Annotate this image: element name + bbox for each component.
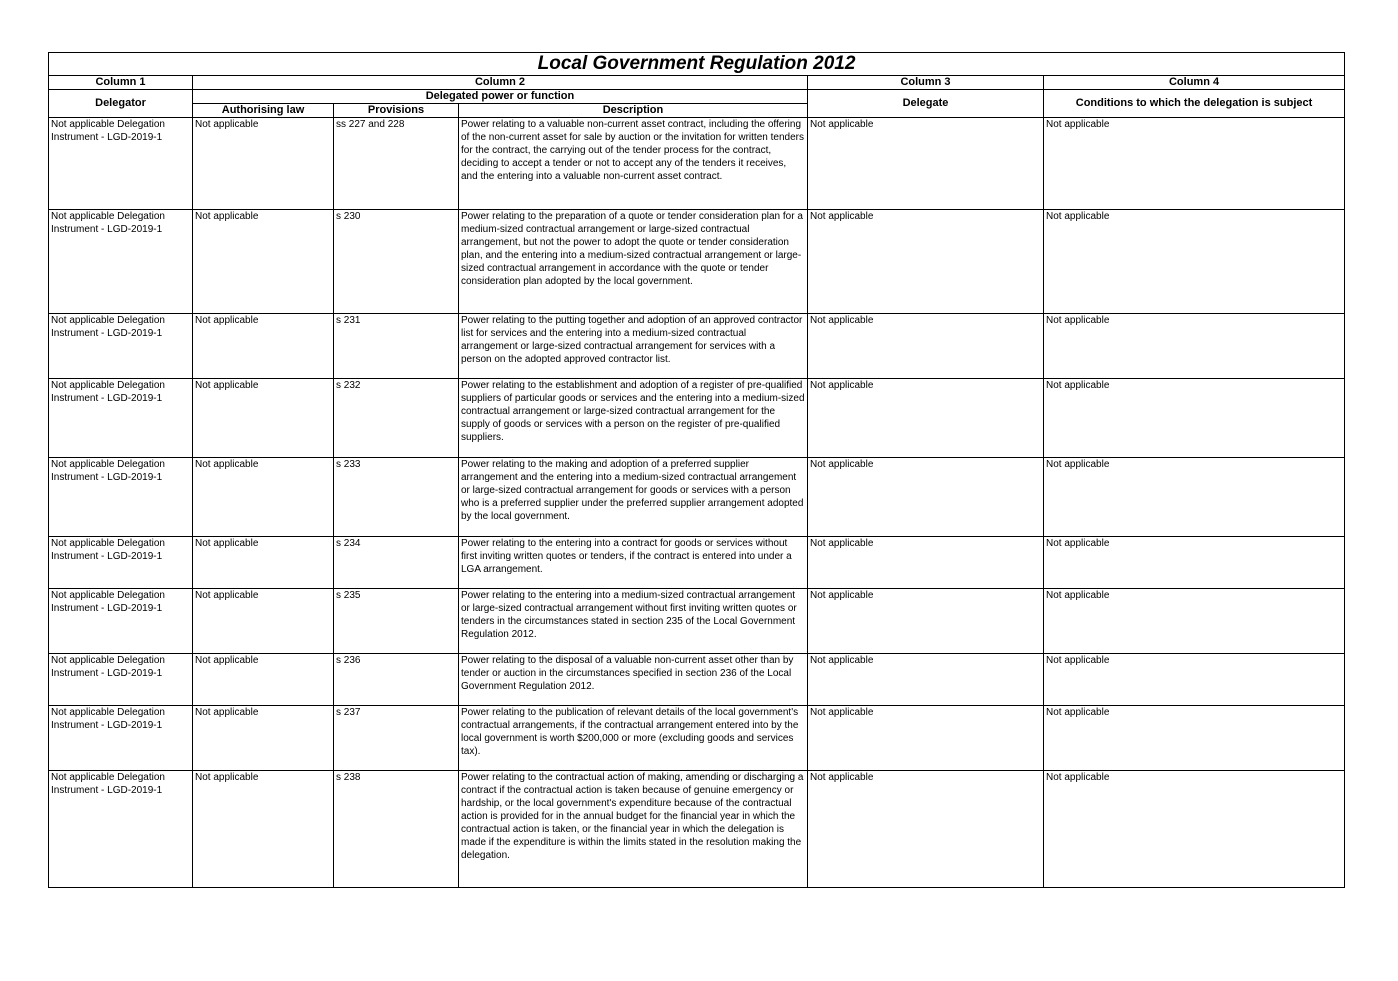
provisions-cell: ss 227 and 228 [334,118,459,210]
description-cell: Power relating to the establishment and adoption of a register of pre-qualified suppliers of particular goods or services and the entering into a medium-sized contractual arrangement or large-sized contractual arrangement for the supply of goods or services with a person on the register of pre-qualified suppliers. [459,379,808,458]
authorising-law-cell: Not applicable [193,458,334,537]
column-3-header: Column 3 [808,76,1044,90]
table-row [49,706,1345,771]
delegator-cell: Not applicable Delegation Instrument - LGD-2019-1 [49,706,193,771]
table-row [49,771,1345,888]
description-header: Description [459,104,808,118]
delegator-cell: Not applicable Delegation Instrument - LGD-2019-1 [49,379,193,458]
authorising-law-cell: Not applicable [193,314,334,379]
provisions-cell: s 238 [334,771,459,888]
table-row [49,379,1345,458]
table-row [49,537,1345,589]
conditions-cell: Not applicable [1044,537,1345,589]
delegator-cell: Not applicable Delegation Instrument - LGD-2019-1 [49,314,193,379]
conditions-cell: Not applicable [1044,771,1345,888]
delegation-sheet [48,52,1344,888]
delegated-power-header: Delegated power or function [193,90,808,104]
delegate-header: Delegate [808,90,1044,118]
description-cell: Power relating to the putting together and adoption of an approved contractor list for services and the entering into a medium-sized contractual arrangement or large-sized contractual arrangement for services with a person on the adopted approved contractor list. [459,314,808,379]
delegate-cell: Not applicable [808,379,1044,458]
authorising-law-cell: Not applicable [193,654,334,706]
delegator-header: Delegator [49,90,193,118]
authorising-law-cell: Not applicable [193,210,334,314]
description-cell: Power relating to the making and adoption of a preferred supplier arrangement and the entering into a medium-sized contractual arrangement or large-sized contractual arrangement for goods or services with a person who is a preferred supplier under the preferred supplier arrangement adopted by the local government. [459,458,808,537]
delegator-cell: Not applicable Delegation Instrument - LGD-2019-1 [49,210,193,314]
table-row [49,458,1345,537]
delegation-table [48,52,1345,888]
page-title: Local Government Regulation 2012 [49,53,1345,76]
conditions-cell: Not applicable [1044,589,1345,654]
conditions-cell: Not applicable [1044,458,1345,537]
description-cell: Power relating to the contractual action of making, amending or discharging a contract if the contractual action is taken because of genuine emergency or hardship, or the local government's expenditure because of the contractual action is provided for in the annual budget for the financial year in which the contractual action is taken, or the financial year in which the delegation is made if the expenditure is within the limits stated in the resolution making the delegation. [459,771,808,888]
authorising-law-cell: Not applicable [193,706,334,771]
conditions-cell: Not applicable [1044,379,1345,458]
description-cell: Power relating to the disposal of a valuable non-current asset other than by tender or auction in the circumstances specified in section 236 of the Local Government Regulation 2012. [459,654,808,706]
delegator-cell: Not applicable Delegation Instrument - LGD-2019-1 [49,654,193,706]
delegator-cell: Not applicable Delegation Instrument - LGD-2019-1 [49,458,193,537]
description-cell: Power relating to the entering into a contract for goods or services without first inviting written quotes or tenders, if the contract is entered into under a LGA arrangement. [459,537,808,589]
conditions-cell: Not applicable [1044,210,1345,314]
conditions-cell: Not applicable [1044,654,1345,706]
provisions-header: Provisions [334,104,459,118]
provisions-cell: s 235 [334,589,459,654]
delegate-cell: Not applicable [808,537,1044,589]
table-row [49,589,1345,654]
delegate-cell: Not applicable [808,654,1044,706]
provisions-cell: s 232 [334,379,459,458]
table-row [49,118,1345,210]
provisions-cell: s 237 [334,706,459,771]
provisions-cell: s 234 [334,537,459,589]
authorising-law-header: Authorising law [193,104,334,118]
provisions-cell: s 233 [334,458,459,537]
delegator-cell: Not applicable Delegation Instrument - LGD-2019-1 [49,589,193,654]
conditions-cell: Not applicable [1044,314,1345,379]
table-row [49,210,1345,314]
table-row [49,314,1345,379]
delegate-cell: Not applicable [808,771,1044,888]
conditions-cell: Not applicable [1044,118,1345,210]
description-cell: Power relating to the preparation of a quote or tender consideration plan for a medium-sized contractual arrangement or large-sized contractual arrangement, but not the power to adopt the quote or tender consideration plan, and the entering into a medium-sized contractual arrangement or large-sized contractual arrangement in accordance with the quote or tender consideration plan adopted by the local government. [459,210,808,314]
description-cell: Power relating to a valuable non-current asset contract, including the offering of the non-current asset for sale by auction or the invitation for written tenders for the contract, the carrying out of the tender process for the contract, deciding to accept a tender or not to accept any of the tenders it receives, and the entering into a valuable non-current asset contract. [459,118,808,210]
delegate-cell: Not applicable [808,314,1044,379]
delegator-cell: Not applicable Delegation Instrument - LGD-2019-1 [49,118,193,210]
delegate-cell: Not applicable [808,118,1044,210]
column-1-header: Column 1 [49,76,193,90]
authorising-law-cell: Not applicable [193,118,334,210]
provisions-cell: s 236 [334,654,459,706]
table-row [49,654,1345,706]
conditions-header: Conditions to which the delegation is subject [1044,90,1345,118]
authorising-law-cell: Not applicable [193,537,334,589]
column-4-header: Column 4 [1044,76,1345,90]
provisions-cell: s 231 [334,314,459,379]
delegate-cell: Not applicable [808,706,1044,771]
authorising-law-cell: Not applicable [193,379,334,458]
delegator-cell: Not applicable Delegation Instrument - LGD-2019-1 [49,771,193,888]
provisions-cell: s 230 [334,210,459,314]
authorising-law-cell: Not applicable [193,589,334,654]
conditions-cell: Not applicable [1044,706,1345,771]
authorising-law-cell: Not applicable [193,771,334,888]
delegate-cell: Not applicable [808,210,1044,314]
delegate-cell: Not applicable [808,458,1044,537]
delegate-cell: Not applicable [808,589,1044,654]
description-cell: Power relating to the publication of relevant details of the local government's contractual arrangements, if the contractual arrangement entered into by the local government is worth $200,000 or more (excluding goods and services tax). [459,706,808,771]
delegator-cell: Not applicable Delegation Instrument - LGD-2019-1 [49,537,193,589]
column-2-header: Column 2 [193,76,808,90]
description-cell: Power relating to the entering into a medium-sized contractual arrangement or large-sized contractual arrangement without first inviting written quotes or tenders in the circumstances stated in section 235 of the Local Government Regulation 2012. [459,589,808,654]
